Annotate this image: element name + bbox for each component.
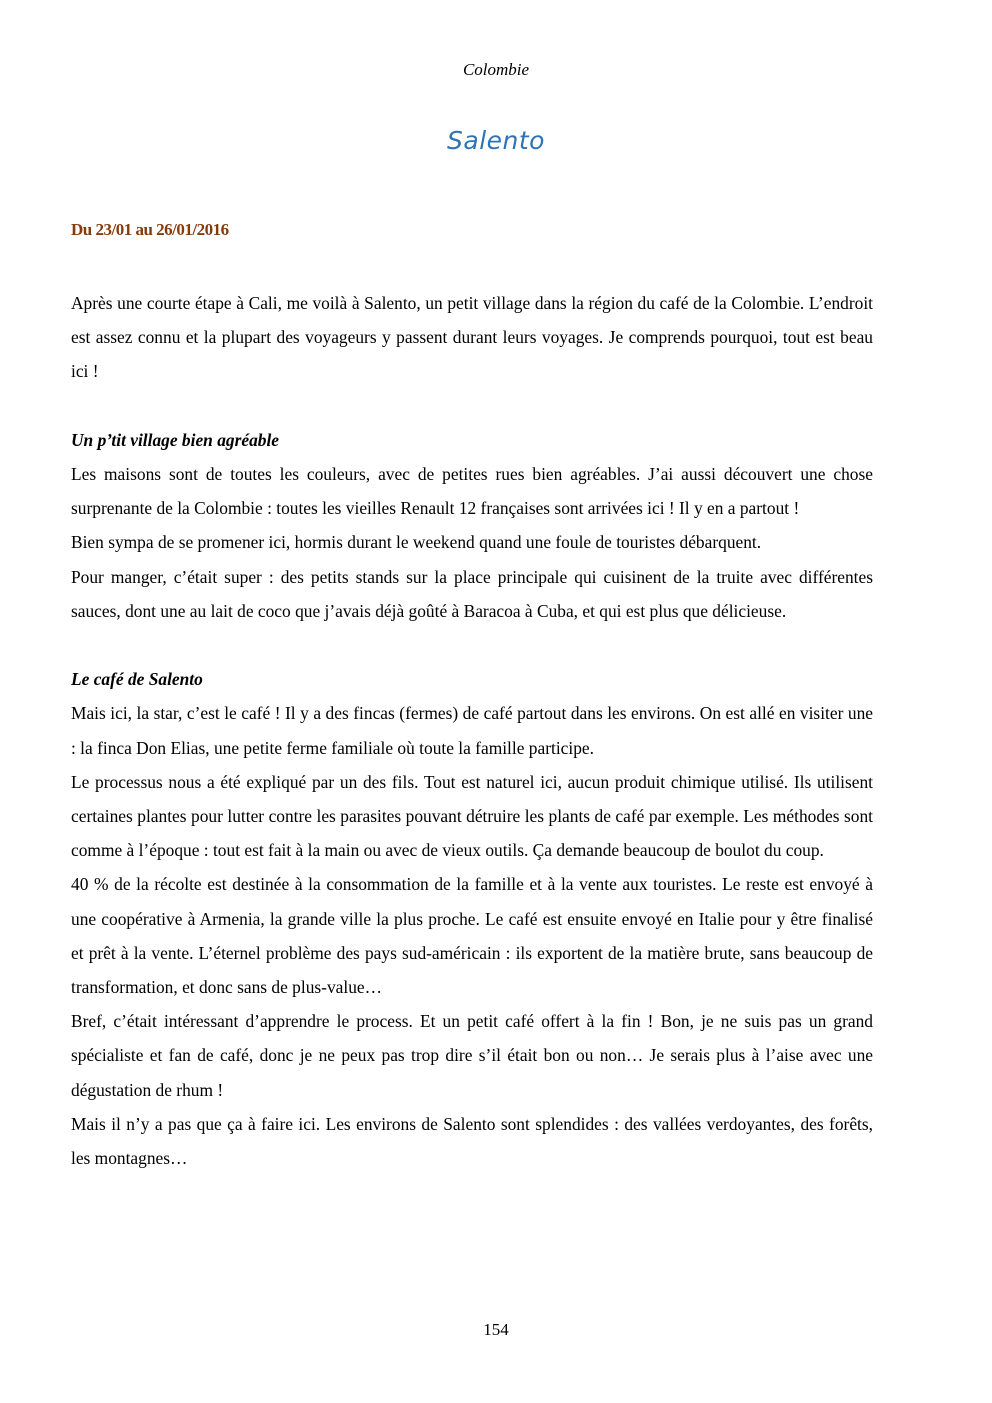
section-spacer <box>71 628 873 662</box>
section-heading-village: Un p’tit village bien agréable <box>71 429 280 450</box>
page-title: Salento <box>447 126 545 155</box>
section-spacer <box>71 389 873 423</box>
cafe-paragraph-3: 40 % de la récolte est destinée à la consommation de la famille et à la vente aux touristes. Le reste est envoyé à une coopérative à Armenia, la grande ville la plus proche. Le café est ensuite envoyé en Italie pour y être finalisé et prêt à la vente. L’éternel problème des pays sud-américain : ils exportent de la matière brute, sans beaucoup de transformation, et donc sans de plus-value… <box>71 874 873 998</box>
cafe-paragraph-5: Mais il n’y a pas que ça à faire ici. Les environs de Salento sont splendides : des vallées verdoyantes, des forêts, les montagnes… <box>71 1113 873 1169</box>
page-number: 154 <box>483 1320 509 1339</box>
cafe-paragraph-1: Mais ici, la star, c’est le café ! Il y a des fincas (fermes) de café partout dans les environs. On est allé en visiter une : la finca Don Elias, une petite ferme familiale où toute la famille participe. <box>71 703 873 758</box>
cafe-paragraph-4: Bref, c’était intéressant d’apprendre le process. Et un petit café offert à la fin ! Bon, je ne suis pas un grand spécialiste et fan de café, donc je ne peux pas trop dire s’il était bon ou non… Je serais plus à l’aise avec une dégustation de rhum ! <box>71 1011 873 1100</box>
village-paragraph-3: Pour manger, c’était super : des petits stands sur la place principale qui cuisinent de la truite avec différentes sauces, dont une au lait de coco que j’avais déjà goûté à Baracoa à Cuba, et qui est plus que délicieuse. <box>71 566 873 621</box>
article-body <box>71 286 873 1175</box>
intro-paragraph: Après une courte étape à Cali, me voilà à Salento, un petit village dans la région du café de la Colombie. L’endroit est assez connu et la plupart des voyageurs y passent durant leurs voyages. Je comprends pourquoi, tout est beau ici ! <box>71 293 873 382</box>
date-line: Du 23/01 au 26/01/2016 <box>71 220 229 239</box>
section-heading-cafe: Le café de Salento <box>71 669 203 690</box>
cafe-paragraph-2: Le processus nous a été expliqué par un des fils. Tout est naturel ici, aucun produit chimique utilisé. Ils utilisent certaines plantes pour lutter contre les parasites pouvant détruire les plants de café par exemple. Les méthodes sont comme à l’époque : tout est fait à la main ou avec de vieux outils. Ça demande beaucoup de boulot du coup. <box>71 771 873 861</box>
village-paragraph-2: Bien sympa de se promener ici, hormis durant le weekend quand une foule de touristes débarquent. <box>71 532 762 553</box>
running-head: Colombie <box>462 60 530 79</box>
village-paragraph-1: Les maisons sont de toutes les couleurs, avec de petites rues bien agréables. J’ai aussi découvert une chose surprenante de la Colombie : toutes les vieilles Renault 12 françaises sont arrivées ici ! Il y en a partout ! <box>71 464 873 519</box>
